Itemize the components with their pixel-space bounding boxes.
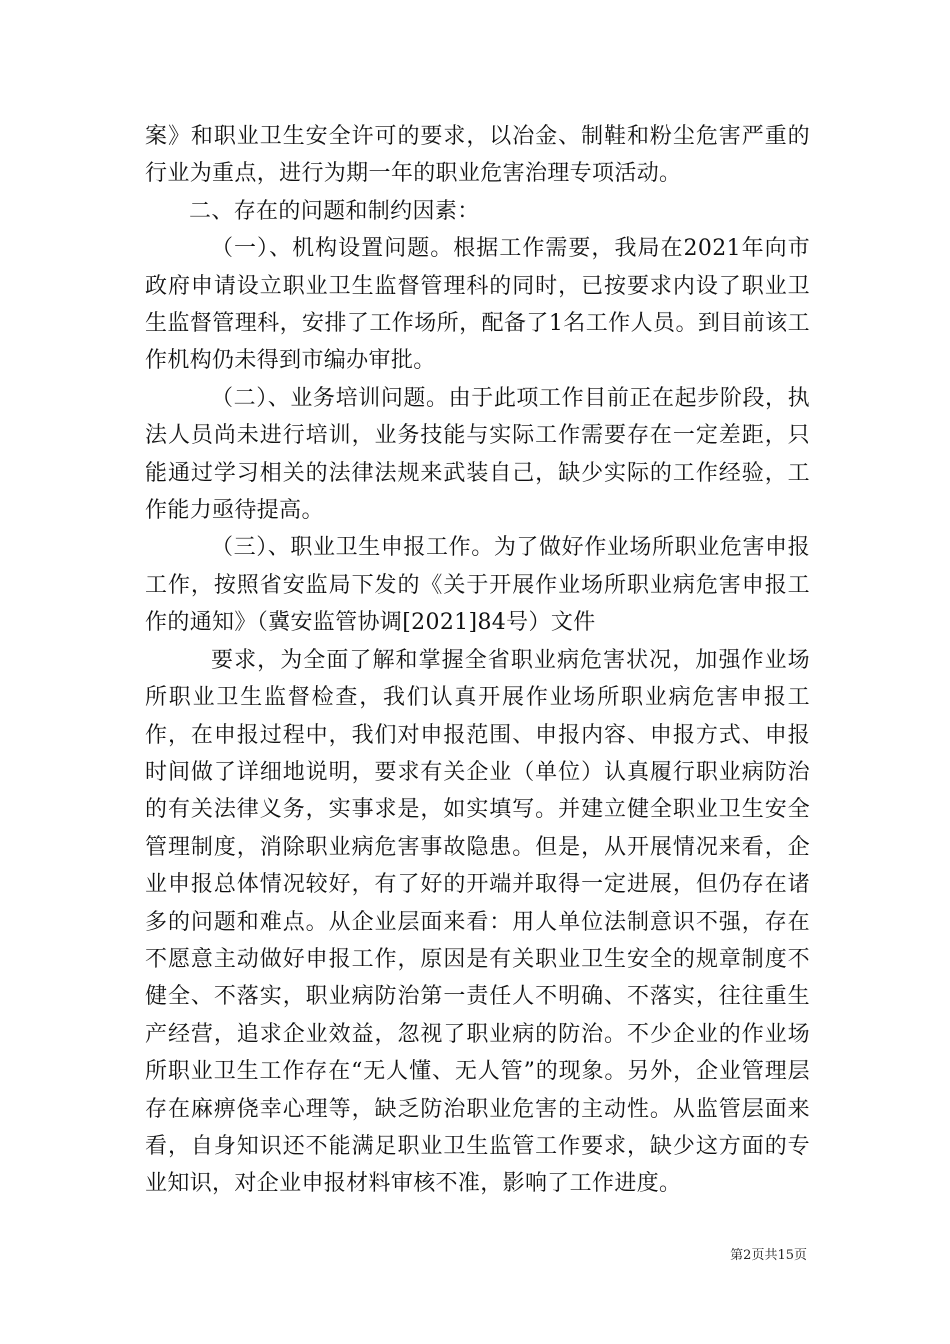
- paragraph-item-3: （三）、职业卫生申报工作。为了做好作业场所职业危害申报工作，按照省安监局下发的《关于开展作业场所职业病危害申报工作的通知》（冀安监管协调[2021]84号）文件: [145, 535, 810, 636]
- document-body: [145, 118, 810, 1203]
- paragraph-item-1: （一）、机构设置问题。根据工作需要，我局在2021年向市政府申请设立职业卫生监督管理科的同时，已按要求内设了职业卫生监督管理科，安排了工作场所，配备了1名工作人员。到目前该工作机构仍未得到市编办审批。: [145, 236, 810, 374]
- paragraph-continuation: 案》和职业卫生安全许可的要求，以冶金、制鞋和粉尘危害严重的行业为重点，进行为期一年的职业危害治理专项活动。: [145, 124, 810, 187]
- paragraph-requirements: 要求，为全面了解和掌握全省职业病危害状况，加强作业场所职业卫生监督检查，我们认真开展作业场所职业病危害申报工作，在申报过程中，我们对申报范围、申报内容、申报方式、申报时间做了详细地说明，要求有关企业（单位）认真履行职业病防治的有关法律义务，实事求是，如实填写。并建立健全职业卫生安全管理制度，消除职业病危害事故隐患。但是，从开展情况来看，企业申报总体情况较好，有了好的开端并取得一定进展，但仍存在诸多的问题和难点。从企业层面来看：用人单位法制意识不强，存在不愿意主动做好申报工作，原因是有关职业卫生安全的规章制度不健全、不落实，职业病防治第一责任人不明确、不落实，往往重生产经营，追求企业效益，忽视了职业病的防治。不少企业的作业场所职业卫生工作存在“无人懂、无人管”的现象。另外，企业管理层存在麻痹侥幸心理等，缺乏防治职业危害的主动性。从监管层面来看，自身知识还不能满足职业卫生监管工作要求，缺少这方面的专业知识，对企业申报材料审核不准，影响了工作进度。: [145, 647, 810, 1197]
- paragraph-item-2: （二）、业务培训问题。由于此项工作目前正在起步阶段，执法人员尚未进行培训，业务技能与实际工作需要存在一定差距，只能通过学习相关的法律法规来武装自己，缺少实际的工作经验，工作能力亟待提高。: [145, 385, 810, 524]
- page-number: 第2页共15页: [730, 1248, 807, 1263]
- section-heading: 二、存在的问题和制约因素：: [189, 198, 480, 224]
